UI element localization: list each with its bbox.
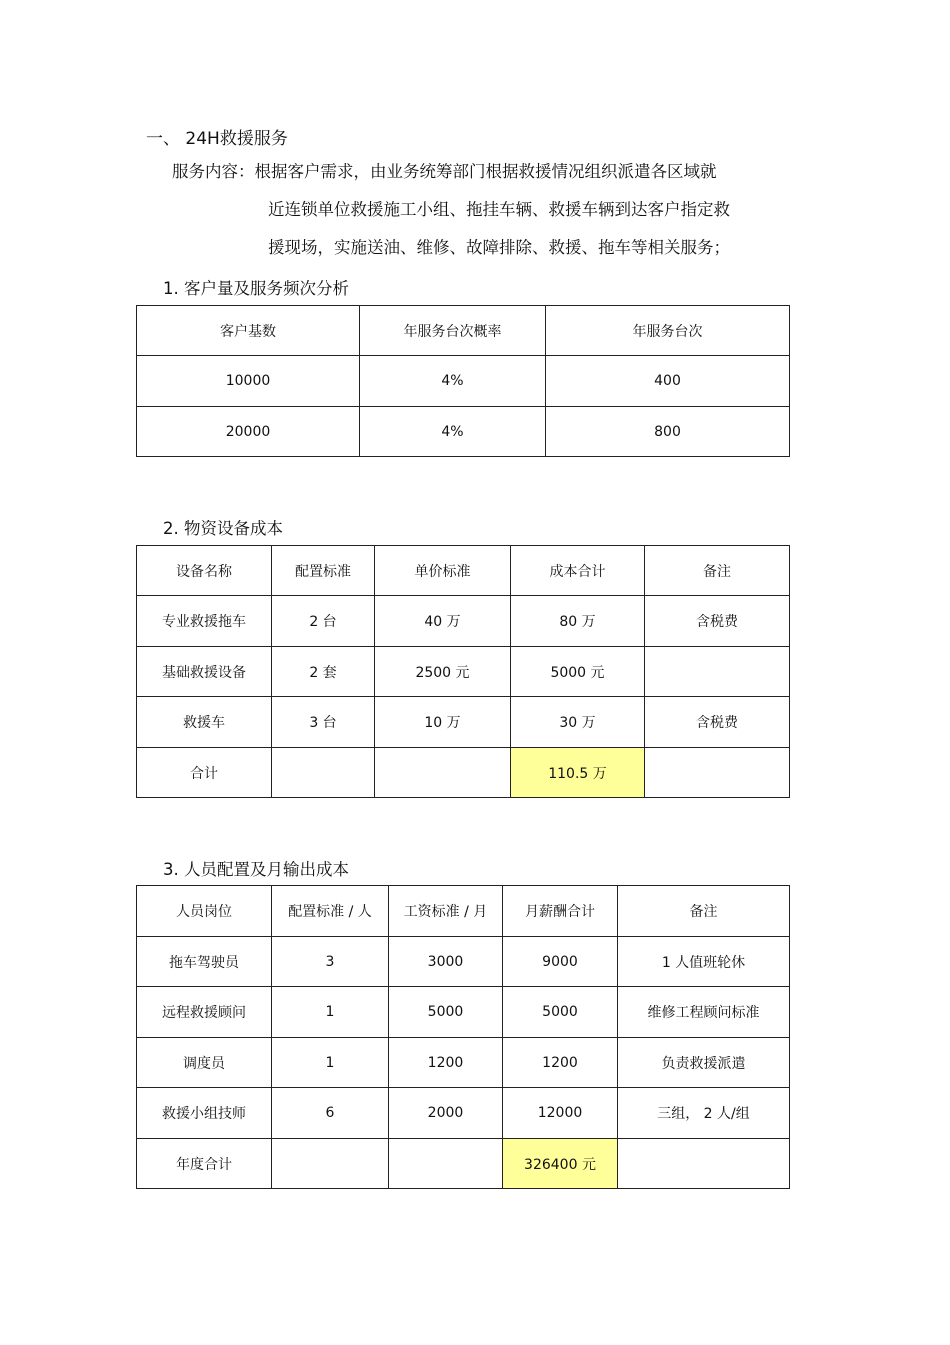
table-cell: 5000 bbox=[503, 987, 618, 1038]
table-cell: 1200 bbox=[389, 1038, 503, 1088]
table-cell bbox=[618, 1139, 790, 1189]
table-cell: 12000 bbox=[503, 1088, 618, 1139]
table-cell bbox=[272, 748, 375, 798]
table-cell: 3 bbox=[272, 937, 389, 987]
table-cell bbox=[375, 748, 511, 798]
table-cell bbox=[645, 748, 790, 798]
table-cell: 远程救援顾问 bbox=[137, 987, 272, 1038]
table-row bbox=[137, 697, 790, 748]
table-total-row bbox=[137, 1139, 790, 1189]
table-cell: 基础救援设备 bbox=[137, 647, 272, 697]
service-content-line-3: 援现场，实施送油、维修、故障排除、救援、拖车等相关服务； bbox=[268, 238, 730, 257]
header-cell: 备注 bbox=[618, 886, 790, 937]
header-cell: 客户基数 bbox=[137, 306, 360, 356]
table-cell: 9000 bbox=[503, 937, 618, 987]
table-cell: 30 万 bbox=[511, 697, 645, 748]
header-cell: 人员岗位 bbox=[137, 886, 272, 937]
table-cell: 400 bbox=[546, 356, 790, 407]
section3-title: 3. 人员配置及月输出成本 bbox=[163, 860, 349, 879]
customer-table bbox=[136, 305, 790, 457]
table-cell: 10 万 bbox=[375, 697, 511, 748]
table-cell: 5000 元 bbox=[511, 647, 645, 697]
table-header-row bbox=[137, 886, 790, 937]
table-cell bbox=[272, 1139, 389, 1189]
table-row bbox=[137, 1088, 790, 1139]
table-cell: 维修工程顾问标准 bbox=[618, 987, 790, 1038]
section1-title: 1. 客户量及服务频次分析 bbox=[163, 279, 349, 298]
table-cell: 5000 bbox=[389, 987, 503, 1038]
table-header-row bbox=[137, 546, 790, 596]
table-row bbox=[137, 937, 790, 987]
table-cell: 2 台 bbox=[272, 596, 375, 647]
table-row bbox=[137, 407, 790, 457]
table-cell: 1 bbox=[272, 987, 389, 1038]
total-cost-cell: 110.5 万 bbox=[511, 748, 645, 798]
header-cell: 工资标准 / 月 bbox=[389, 886, 503, 937]
header-cell: 备注 bbox=[645, 546, 790, 596]
table-header-row bbox=[137, 306, 790, 356]
table-cell: 救援车 bbox=[137, 697, 272, 748]
header-cell: 年服务台次 bbox=[546, 306, 790, 356]
table-cell: 救援小组技师 bbox=[137, 1088, 272, 1139]
table-cell: 1 bbox=[272, 1038, 389, 1088]
table-cell: 10000 bbox=[137, 356, 360, 407]
table-cell: 含税费 bbox=[645, 697, 790, 748]
service-content-line-2: 近连锁单位救援施工小组、拖挂车辆、救援车辆到达客户指定救 bbox=[268, 200, 730, 219]
header-cell: 配置标准 / 人 bbox=[272, 886, 389, 937]
table-cell: 含税费 bbox=[645, 596, 790, 647]
table-cell: 2500 元 bbox=[375, 647, 511, 697]
table-row bbox=[137, 356, 790, 407]
table-cell: 调度员 bbox=[137, 1038, 272, 1088]
table-cell: 4% bbox=[360, 356, 546, 407]
table-cell: 3 台 bbox=[272, 697, 375, 748]
annual-total-cell: 326400 元 bbox=[503, 1139, 618, 1189]
header-cell: 配置标准 bbox=[272, 546, 375, 596]
table-row bbox=[137, 647, 790, 697]
table-total-row bbox=[137, 748, 790, 798]
table-cell bbox=[645, 647, 790, 697]
equipment-cost-table bbox=[136, 545, 790, 798]
table-cell: 2 套 bbox=[272, 647, 375, 697]
table-row bbox=[137, 1038, 790, 1088]
table-cell: 6 bbox=[272, 1088, 389, 1139]
table-cell: 合计 bbox=[137, 748, 272, 798]
table-cell: 40 万 bbox=[375, 596, 511, 647]
table-cell: 20000 bbox=[137, 407, 360, 457]
table-cell bbox=[389, 1139, 503, 1189]
header-cell: 月薪酬合计 bbox=[503, 886, 618, 937]
staff-cost-table bbox=[136, 885, 790, 1189]
header-cell: 设备名称 bbox=[137, 546, 272, 596]
table-cell: 4% bbox=[360, 407, 546, 457]
table-cell: 800 bbox=[546, 407, 790, 457]
table-cell: 3000 bbox=[389, 937, 503, 987]
service-content-line-1: 服务内容：根据客户需求，由业务统筹部门根据救援情况组织派遣各区域就 bbox=[172, 162, 717, 181]
table-cell: 三组， 2 人/组 bbox=[618, 1088, 790, 1139]
header-cell: 成本合计 bbox=[511, 546, 645, 596]
header-cell: 年服务台次概率 bbox=[360, 306, 546, 356]
table-cell: 拖车驾驶员 bbox=[137, 937, 272, 987]
table-row bbox=[137, 596, 790, 647]
table-cell: 80 万 bbox=[511, 596, 645, 647]
section-heading: 一、 24H救援服务 bbox=[146, 129, 288, 149]
table-cell: 2000 bbox=[389, 1088, 503, 1139]
section2-title: 2. 物资设备成本 bbox=[163, 519, 283, 538]
header-cell: 单价标准 bbox=[375, 546, 511, 596]
table-cell: 1200 bbox=[503, 1038, 618, 1088]
table-cell: 1 人值班轮休 bbox=[618, 937, 790, 987]
table-cell: 负责救援派遣 bbox=[618, 1038, 790, 1088]
table-row bbox=[137, 987, 790, 1038]
table-cell: 年度合计 bbox=[137, 1139, 272, 1189]
table-cell: 专业救援拖车 bbox=[137, 596, 272, 647]
